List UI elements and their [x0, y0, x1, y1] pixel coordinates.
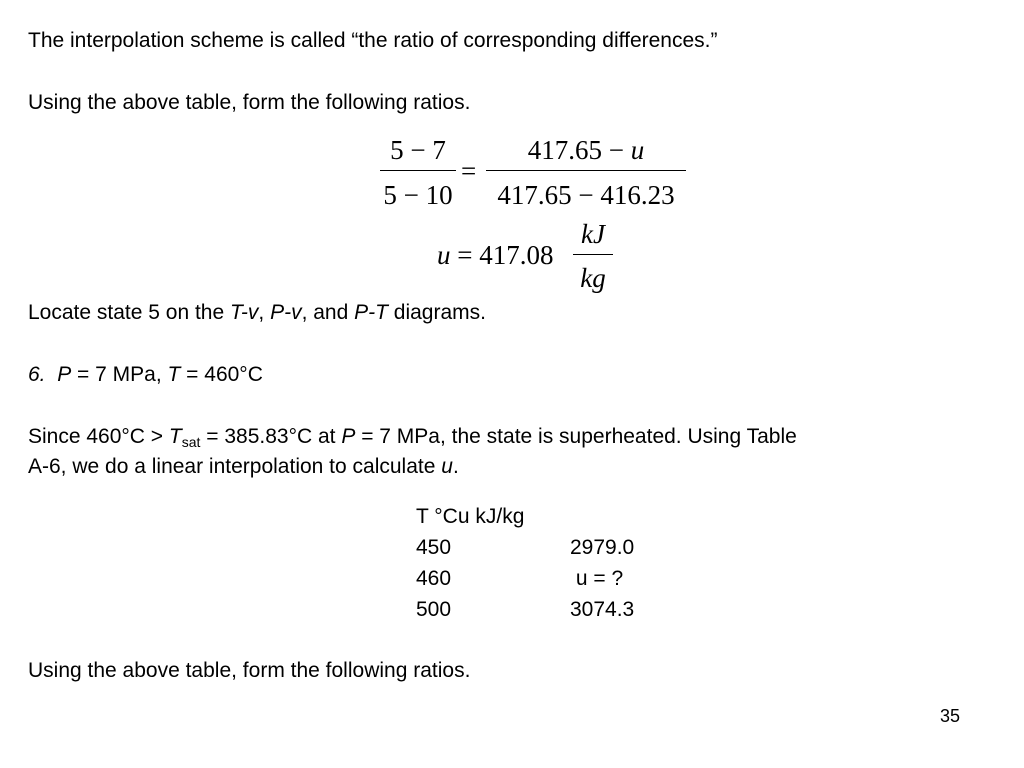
equals-sign: = [461, 156, 477, 186]
state-number: 6. [28, 363, 46, 386]
since-paragraph-line-2 [28, 454, 459, 480]
locate-paragraph [28, 300, 486, 326]
since-text-pre: Since 460°C > [28, 425, 169, 448]
result-lhs [437, 240, 553, 270]
since2-u-symbol: u [441, 455, 453, 478]
pv-diagram-label: P-v [270, 301, 302, 324]
table-row-3-t: 500 [416, 598, 452, 621]
locate-sep-2: , and [301, 301, 355, 324]
since2-text-post: . [452, 455, 459, 478]
temperature-symbol: T [167, 363, 181, 386]
rhs-numerator [486, 135, 686, 165]
lhs-denominator: 5 − 10 [383, 180, 453, 210]
since-text-mid: = 385.83°C at [200, 425, 342, 448]
intro-paragraph: The interpolation scheme is called “the ratio of corresponding differences.” [28, 29, 718, 52]
table-row-2-u: u = ? [570, 567, 624, 590]
table-row-2-t: 460 [416, 567, 452, 590]
tsat-symbol: T [168, 425, 182, 448]
table-header: T °Cu kJ/kg [416, 505, 525, 528]
locate-sep-1: , [258, 301, 271, 324]
lhs-numerator: 5 − 7 [390, 135, 446, 165]
table-row-1-u: 2979.0 [570, 536, 635, 559]
page-number: 35 [940, 706, 961, 726]
unit-fraction-bar [573, 254, 613, 255]
tv-diagram-label: T-v [229, 301, 259, 324]
rhs-fraction-bar [486, 170, 686, 171]
locate-text-pre: Locate state 5 on the [28, 301, 230, 324]
since-pressure-symbol: P [341, 425, 356, 448]
since-text-post: = 7 MPa, the state is superheated. Using Table [355, 425, 797, 448]
table-row-3-u: 3074.3 [570, 598, 635, 621]
table-row-1-t: 450 [416, 536, 452, 559]
rhs-denominator: 417.65 − 416.23 [497, 180, 675, 210]
closing-paragraph: Using the above table, form the following ratios. [28, 659, 471, 682]
rhs-numerator-u: u [630, 135, 645, 165]
unit-denominator: kg [580, 263, 606, 293]
pt-diagram-label: P-T [354, 301, 388, 324]
result-u-symbol: u [437, 240, 451, 270]
instruction-paragraph: Using the above table, form the following ratios. [28, 91, 471, 114]
lhs-fraction-bar [380, 170, 456, 171]
state-6-heading [28, 362, 263, 388]
result-value: = 417.08 [450, 240, 554, 270]
pressure-value: = 7 MPa, [71, 363, 168, 386]
temperature-value: = 460°C [180, 363, 263, 386]
rhs-numerator-value: 417.65 − [527, 135, 631, 165]
since2-text-pre: A-6, we do a linear interpolation to calculate [28, 455, 442, 478]
locate-text-post: diagrams. [387, 301, 486, 324]
since-paragraph-line-1 [28, 424, 797, 455]
pressure-symbol: P [57, 363, 72, 386]
unit-numerator: kJ [581, 219, 605, 249]
tsat-subscript: sat [181, 434, 201, 450]
